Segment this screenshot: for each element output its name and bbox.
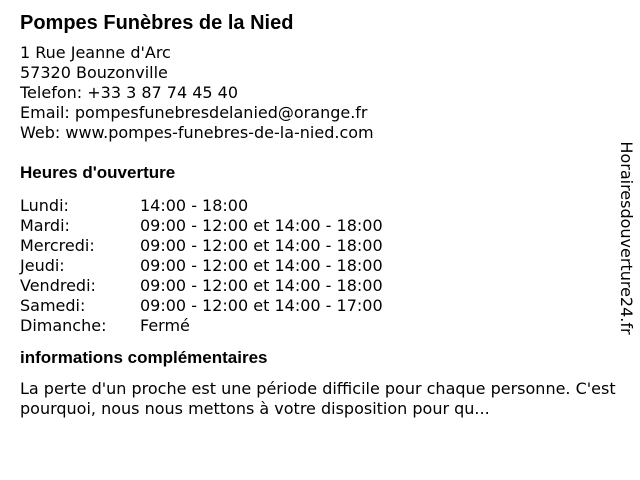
hours-row-samedi bbox=[20, 296, 610, 316]
web-line: Web: www.pompes-funebres-de-la-nied.com bbox=[20, 123, 374, 142]
day-label: Samedi: bbox=[20, 296, 86, 315]
address-line-1: 1 Rue Jeanne d'Arc bbox=[20, 43, 171, 62]
hours-row-lundi bbox=[20, 196, 610, 216]
day-hours: 09:00 - 12:00 et 14:00 - 18:00 bbox=[140, 216, 383, 235]
day-hours: 09:00 - 12:00 et 14:00 - 18:00 bbox=[140, 276, 383, 295]
hours-row-mercredi bbox=[20, 236, 610, 256]
hours-row-jeudi bbox=[20, 256, 610, 276]
day-hours: 09:00 - 12:00 et 14:00 - 18:00 bbox=[140, 236, 383, 255]
day-label: Lundi: bbox=[20, 196, 69, 215]
day-hours: 09:00 - 12:00 et 14:00 - 18:00 bbox=[140, 256, 383, 275]
day-label: Jeudi: bbox=[20, 256, 65, 275]
phone-line: Telefon: +33 3 87 74 45 40 bbox=[20, 83, 239, 102]
day-label: Vendredi: bbox=[20, 276, 96, 295]
hours-table bbox=[20, 196, 610, 336]
hours-row-mardi bbox=[20, 216, 610, 236]
day-hours: Fermé bbox=[140, 316, 190, 335]
hours-row-vendredi bbox=[20, 276, 610, 296]
day-hours: 09:00 - 12:00 et 14:00 - 17:00 bbox=[140, 296, 383, 315]
info-text: La perte d'un proche est une période difficile pour chaque personne. C'est pourquoi, nous nous mettons à votre disposition pour qu... bbox=[20, 379, 616, 418]
day-label: Mardi: bbox=[20, 216, 70, 235]
hours-row-dimanche bbox=[20, 316, 610, 336]
email-line: Email: pompesfunebresdelanied@orange.fr bbox=[20, 103, 368, 122]
brand-watermark: Horairesdouverture24.fr bbox=[617, 141, 636, 335]
info-heading: informations complémentaires bbox=[20, 348, 268, 367]
business-name: Pompes Funèbres de la Nied bbox=[20, 12, 294, 34]
business-card bbox=[20, 11, 616, 419]
day-label: Mercredi: bbox=[20, 236, 95, 255]
hours-heading: Heures d'ouverture bbox=[20, 163, 176, 182]
address-line-2: 57320 Bouzonville bbox=[20, 63, 168, 82]
day-label: Dimanche: bbox=[20, 316, 107, 335]
day-hours: 14:00 - 18:00 bbox=[140, 196, 249, 215]
